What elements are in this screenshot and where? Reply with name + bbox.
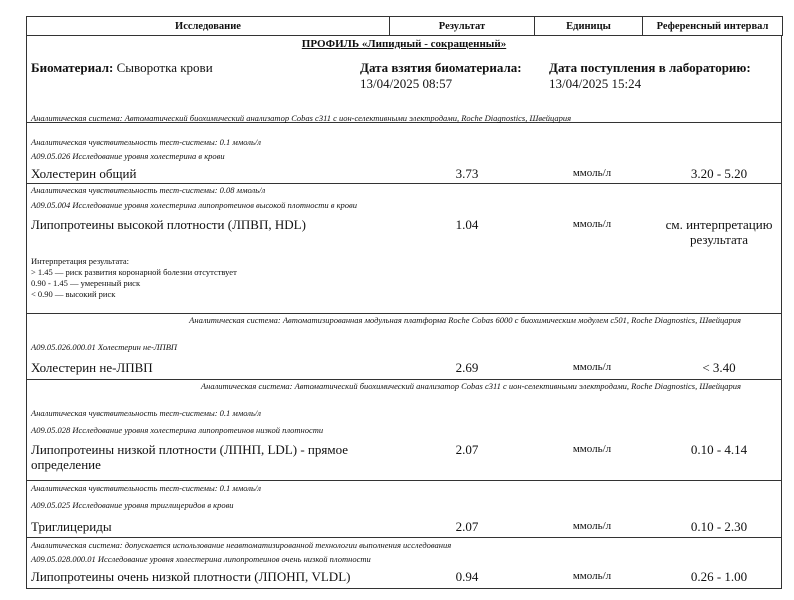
test-result: 1.04 xyxy=(455,217,479,232)
arrival-date-block xyxy=(549,60,751,92)
collection-date-label: Дата взятия биоматериала: xyxy=(360,60,522,75)
test-reference: 0.26 - 1.00 xyxy=(690,569,748,584)
test-unit: ммоль/л xyxy=(572,218,612,230)
collection-date-block xyxy=(360,60,522,92)
analytical-system: Аналитическая система: Автоматический биохимический анализатор Cobas c311 с ион-селективными электродами, Roche Diagnostics, Швейцария xyxy=(31,113,572,123)
col-header-test: Исследование xyxy=(27,17,390,36)
test-code: A09.05.028 Исследование уровня холестерина липопротеинов низкой плотности xyxy=(31,425,324,435)
test-result: 2.69 xyxy=(455,360,479,375)
test-name: Холестерин не-ЛПВП xyxy=(31,360,153,375)
test-code: A09.05.025 Исследование уровня триглицеридов в крови xyxy=(31,500,234,510)
test-section-vldl xyxy=(26,538,782,589)
test-unit: ммоль/л xyxy=(572,520,612,532)
test-section-hdl xyxy=(26,184,782,314)
test-sensitivity: Аналитическая чувствительность тест-системы: 0.08 ммоль/л xyxy=(31,185,266,195)
test-name: Триглицериды xyxy=(31,519,112,534)
interpretation-block xyxy=(27,256,237,300)
interpretation-title: Интерпретация результата: xyxy=(31,256,130,266)
biomaterial-label: Биоматериал: xyxy=(31,60,114,75)
test-unit: ммоль/л xyxy=(572,443,612,455)
analytical-system: Аналитическая система: Автоматизированная модульная платформа Roche Cobas 6000 с биохимическим модулем c501, Roche Diagnostics, Швейцария xyxy=(189,315,741,325)
test-section-non-hdl xyxy=(26,314,782,380)
profile-block xyxy=(26,36,782,123)
arrival-date-value: 13/04/2025 15:24 xyxy=(549,76,642,91)
analytical-system: Аналитическая система: допускается использование неавтоматизированной технологии выполнения исследования xyxy=(31,540,452,550)
test-reference: см. интерпретацию результата xyxy=(665,217,773,247)
collection-date-value: 13/04/2025 08:57 xyxy=(360,76,453,91)
biomaterial xyxy=(31,60,213,76)
test-reference: 0.10 - 4.14 xyxy=(690,442,748,457)
test-reference: 0.10 - 2.30 xyxy=(690,519,748,534)
test-result: 2.07 xyxy=(455,442,479,457)
test-sensitivity: Аналитическая чувствительность тест-системы: 0.1 ммоль/л xyxy=(31,408,261,418)
test-section-triglycerides xyxy=(26,481,782,538)
test-code: A09.05.026.000.01 Холестерин не-ЛПВП xyxy=(31,342,178,352)
result-row xyxy=(27,569,781,585)
test-section-ldl xyxy=(26,380,782,481)
test-code: A09.05.028.000.01 Исследование уровня холестерина липопротеинов очень низкой плотности xyxy=(31,554,371,564)
interpretation-line: 0.90 - 1.45 — умеренный риск xyxy=(31,278,141,288)
test-name: Липопротеины низкой плотности (ЛПНП, LDL) - прямое определение xyxy=(31,442,349,472)
arrival-date-label: Дата поступления в лабораторию: xyxy=(549,60,751,75)
result-row xyxy=(27,442,781,474)
biomaterial-value: Сыворотка крови xyxy=(116,60,213,75)
test-result: 0.94 xyxy=(455,569,479,584)
test-name: Липопротеины очень низкой плотности (ЛПОНП, VLDL) xyxy=(31,569,351,584)
result-row xyxy=(27,519,781,535)
test-name: Липопротеины высокой плотности (ЛПВП, HDL) xyxy=(31,217,306,232)
test-code: A09.05.004 Исследование уровня холестерина липопротеинов высокой плотности в крови xyxy=(31,200,357,210)
analytical-system: Аналитическая система: Автоматический биохимический анализатор Cobas c311 с ион-селективными электродами, Roche Diagnostics, Швейцария xyxy=(200,381,741,391)
test-reference: < 3.40 xyxy=(702,360,736,375)
test-unit: ммоль/л xyxy=(572,167,612,179)
test-sensitivity: Аналитическая чувствительность тест-системы: 0.1 ммоль/л xyxy=(31,137,261,147)
test-code: A09.05.026 Исследование уровня холестерина в крови xyxy=(31,151,225,161)
test-reference: 3.20 - 5.20 xyxy=(690,166,748,181)
test-result: 2.07 xyxy=(455,519,479,534)
result-row xyxy=(27,166,781,182)
result-row xyxy=(27,217,781,249)
test-section-cholesterol-total xyxy=(26,113,782,184)
test-result: 3.73 xyxy=(455,166,479,181)
test-unit: ммоль/л xyxy=(572,570,612,582)
result-row xyxy=(27,360,781,376)
results-table-header xyxy=(26,16,783,36)
test-sensitivity: Аналитическая чувствительность тест-системы: 0.1 ммоль/л xyxy=(31,483,261,493)
test-name: Холестерин общий xyxy=(31,166,137,181)
interpretation-line: < 0.90 — высокий риск xyxy=(31,289,116,299)
profile-title: ПРОФИЛЬ «Липидный - сокращенный» xyxy=(301,38,507,50)
col-header-result: Результат xyxy=(390,17,535,36)
col-header-units: Единицы xyxy=(535,17,643,36)
col-header-reference: Референсный интервал xyxy=(643,17,783,36)
interpretation-line: > 1.45 — риск развития коронарной болезни отсутствует xyxy=(31,267,237,277)
test-unit: ммоль/л xyxy=(572,361,612,373)
lab-report xyxy=(26,16,782,589)
